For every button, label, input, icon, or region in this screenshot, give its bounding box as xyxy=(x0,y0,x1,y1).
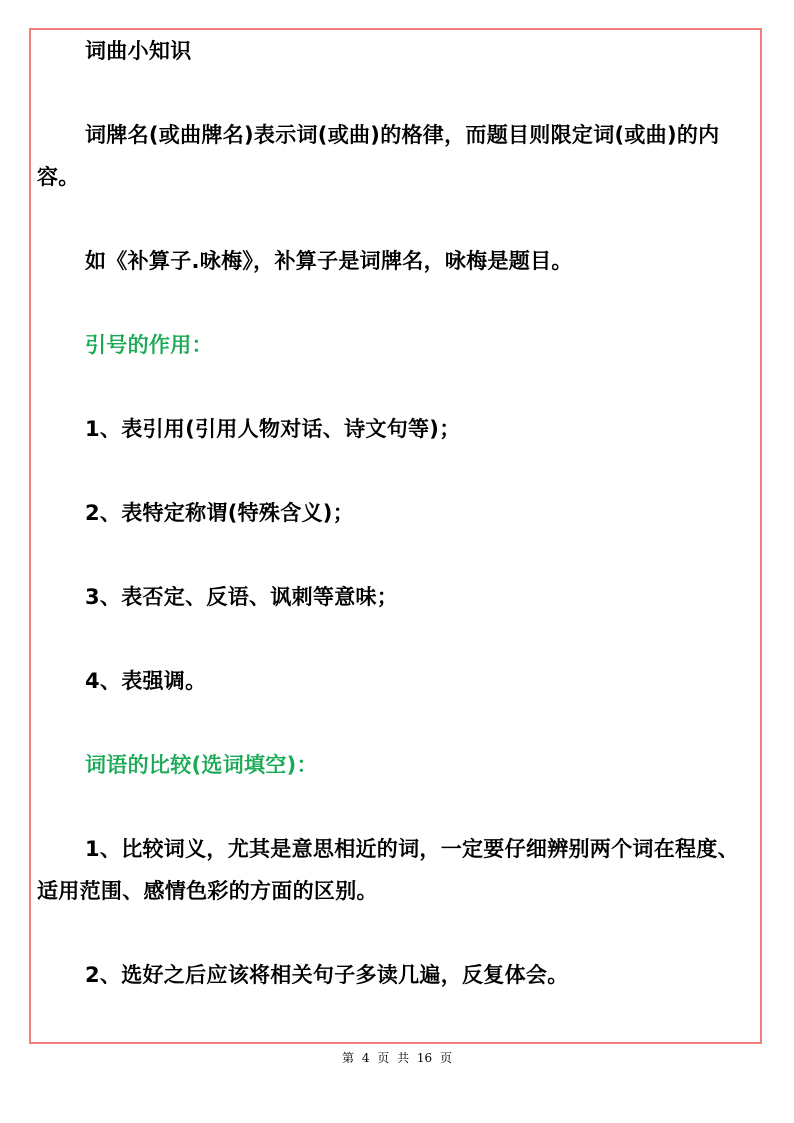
cipai-example-paragraph: 如《补算子.咏梅》，补算子是词牌名，咏梅是题目。 xyxy=(85,249,573,273)
quote-use-item-4: 4、表强调。 xyxy=(85,669,207,693)
page-number-footer: 第 4 页 共 16 页 xyxy=(342,1051,452,1065)
spacer xyxy=(37,786,759,828)
spacer xyxy=(37,912,759,954)
spacer xyxy=(37,366,759,408)
spacer xyxy=(37,450,759,492)
spacer xyxy=(37,198,759,240)
section-heading-cipai: 词曲小知识 xyxy=(85,39,192,63)
quote-use-item-3: 3、表否定、反语、讽刺等意味； xyxy=(85,585,399,609)
quote-use-item-2: 2、表特定称谓(特殊含义)； xyxy=(85,501,355,525)
spacer xyxy=(37,72,759,114)
quote-use-item-1: 1、表引用(引用人物对话、诗文句等)； xyxy=(85,417,461,441)
spacer xyxy=(37,618,759,660)
compare-item-2: 2、选好之后应该将相关句子多读几遍，反复体会。 xyxy=(85,963,569,987)
spacer xyxy=(37,534,759,576)
document-body xyxy=(37,30,759,996)
section-heading-compare: 词语的比较(选词填空)： xyxy=(85,753,318,777)
spacer xyxy=(37,702,759,744)
compare-item-1: 1、比较词义，尤其是意思相近的词，一定要仔细辨别两个词在程度、适用范围、感情色彩的方面的区别。 xyxy=(37,837,739,903)
spacer xyxy=(37,282,759,324)
cipai-definition-paragraph: 词牌名(或曲牌名)表示词(或曲)的格律，而题目则限定词(或曲)的内容。 xyxy=(37,123,720,189)
section-heading-quotes: 引号的作用： xyxy=(85,333,213,357)
